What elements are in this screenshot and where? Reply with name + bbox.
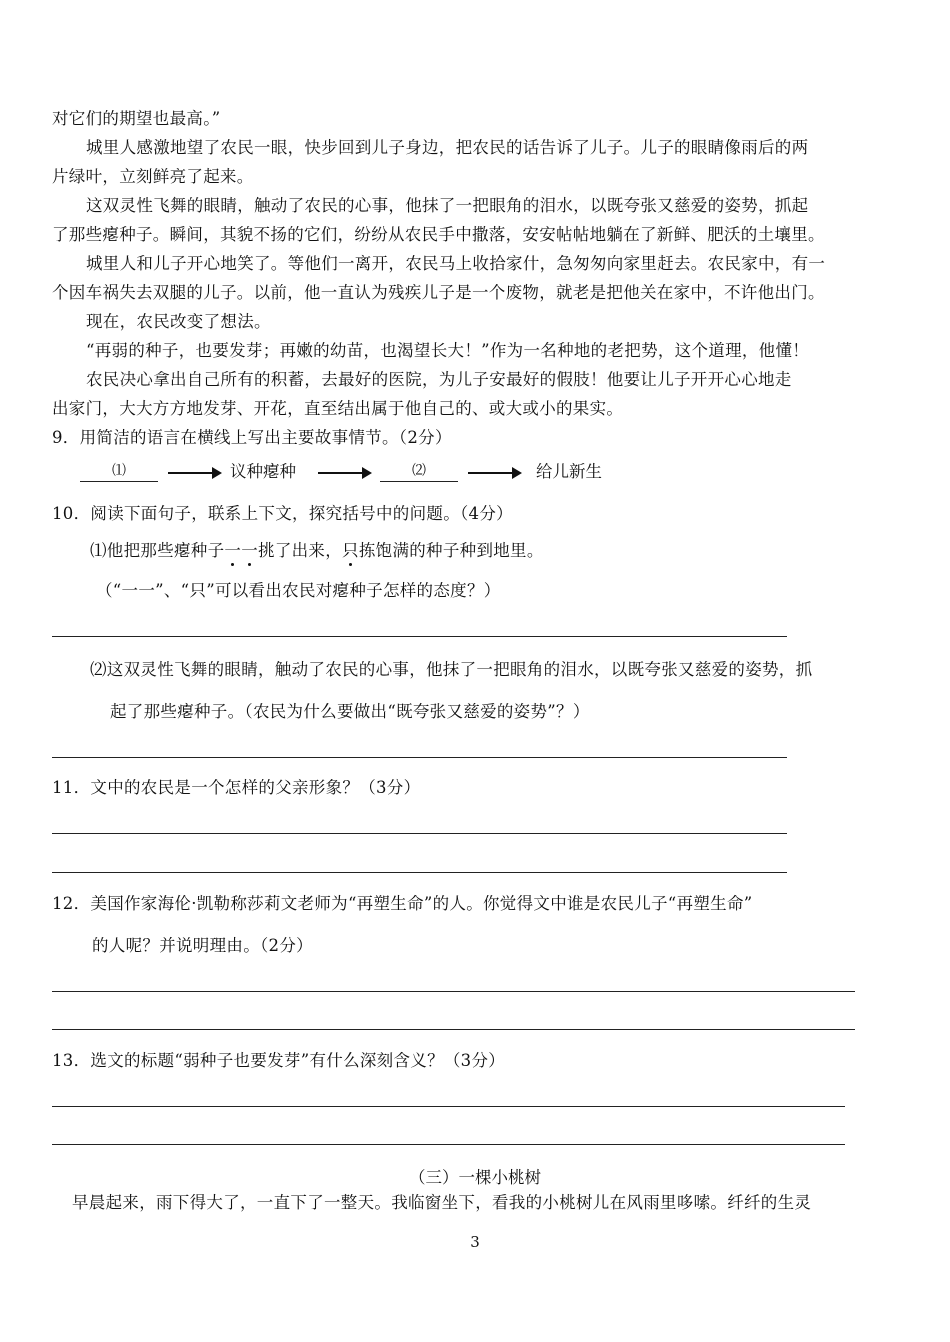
- passage-line: 农民决心拿出自己所有的积蓄，去最好的医院，为儿子安最好的假肢！他要让儿子开开心心地走: [86, 370, 792, 389]
- plot-flow: [80, 461, 640, 487]
- question-12: 12．美国作家海伦·凯勒称莎莉文老师为“再塑生命”的人。你觉得文中谁是农民儿子“再塑生命”: [52, 894, 753, 913]
- dotted-char: 一: [224, 541, 242, 560]
- passage-line: 对它们的期望也最高。”: [52, 109, 221, 128]
- plot-blank-2[interactable]: ⑵: [380, 461, 458, 482]
- dotted-char: 只: [342, 541, 359, 560]
- question-13: 13．选文的标题“弱种子也要发芽”有什么深刻含义？（3分）: [52, 1051, 506, 1070]
- passage-line: 早晨起来，雨下得大了，一直下了一整天。我临窗坐下，看我的小桃树儿在风雨里哆嗦。纤纤的生灵: [72, 1193, 812, 1212]
- question-10-sentence-1: [90, 540, 940, 562]
- page-number: 3: [470, 1233, 480, 1251]
- sentence-text: 挑了出来，: [258, 541, 343, 560]
- question-10-sentence-2: 起了那些瘪种子。（农民为什么要做出“既夸张又慈爱的姿势”？）: [110, 702, 590, 721]
- plot-step-1: 议种瘪种: [230, 462, 296, 481]
- answer-line[interactable]: [52, 833, 787, 834]
- answer-line[interactable]: [52, 1029, 855, 1030]
- answer-line[interactable]: [52, 1144, 845, 1145]
- question-9: 9．用简洁的语言在横线上写出主要故事情节。（2分）: [52, 428, 452, 447]
- passage-line: 现在，农民改变了想法。: [86, 312, 271, 331]
- arrow-right-icon: [318, 472, 364, 474]
- question-12: 的人呢？并说明理由。（2分）: [92, 936, 313, 955]
- question-10-prompt-1: （“一一”、“只”可以看出农民对瘪种子怎样的态度？）: [96, 581, 501, 600]
- passage-line: 城里人感激地望了农民一眼，快步回到儿子身边，把农民的话告诉了儿子。儿子的眼睛像雨后的两: [86, 138, 809, 157]
- answer-line[interactable]: [52, 757, 787, 758]
- plot-step-2: 给儿新生: [536, 462, 602, 481]
- question-11: 11．文中的农民是一个怎样的父亲形象？（3分）: [52, 778, 421, 797]
- passage-line: 这双灵性飞舞的眼睛，触动了农民的心事，他抹了一把眼角的泪水，以既夸张又慈爱的姿势，抓起: [86, 196, 809, 215]
- passage-line: 出家门，大大方方地发芽、开花，直至结出属于他自己的、或大或小的果实。: [52, 399, 624, 418]
- sentence-text: 拣饱满的种子种到地里。: [358, 541, 544, 560]
- dotted-char: 一: [241, 541, 259, 560]
- sentence-text: ⑴他把那些瘪种子: [90, 541, 225, 560]
- section-title: （三）一棵小桃树: [409, 1168, 541, 1187]
- answer-line[interactable]: [52, 872, 787, 873]
- passage-line: 了那些瘪种子。瞬间，其貌不扬的它们，纷纷从农民手中撒落，安安帖帖地躺在了新鲜、肥沃的土壤里。: [52, 225, 825, 244]
- passage-line: 个因车祸失去双腿的儿子。以前，他一直认为残疾儿子是一个废物，就老是把他关在家中，不许他出门。: [52, 283, 825, 302]
- answer-line[interactable]: [52, 991, 855, 992]
- arrow-right-icon: [168, 472, 214, 474]
- question-10: 10．阅读下面句子，联系上下文，探究括号中的问题。（4分）: [52, 504, 513, 523]
- passage-line: 片绿叶，立刻鲜亮了起来。: [52, 167, 254, 186]
- answer-line[interactable]: [52, 636, 787, 637]
- question-10-sentence-2: ⑵这双灵性飞舞的眼睛，触动了农民的心事，他抹了一把眼角的泪水，以既夸张又慈爱的姿势，抓: [90, 660, 813, 679]
- answer-line[interactable]: [52, 1106, 845, 1107]
- plot-blank-1[interactable]: ⑴: [80, 461, 158, 482]
- arrow-right-icon: [468, 472, 514, 474]
- passage-line: “再弱的种子，也要发芽；再嫩的幼苗，也渴望长大！”作为一名种地的老把势，这个道理，他懂！: [86, 341, 810, 360]
- passage-line: 城里人和儿子开心地笑了。等他们一离开，农民马上收拾家什，急匆匆向家里赶去。农民家中，有一: [86, 254, 826, 273]
